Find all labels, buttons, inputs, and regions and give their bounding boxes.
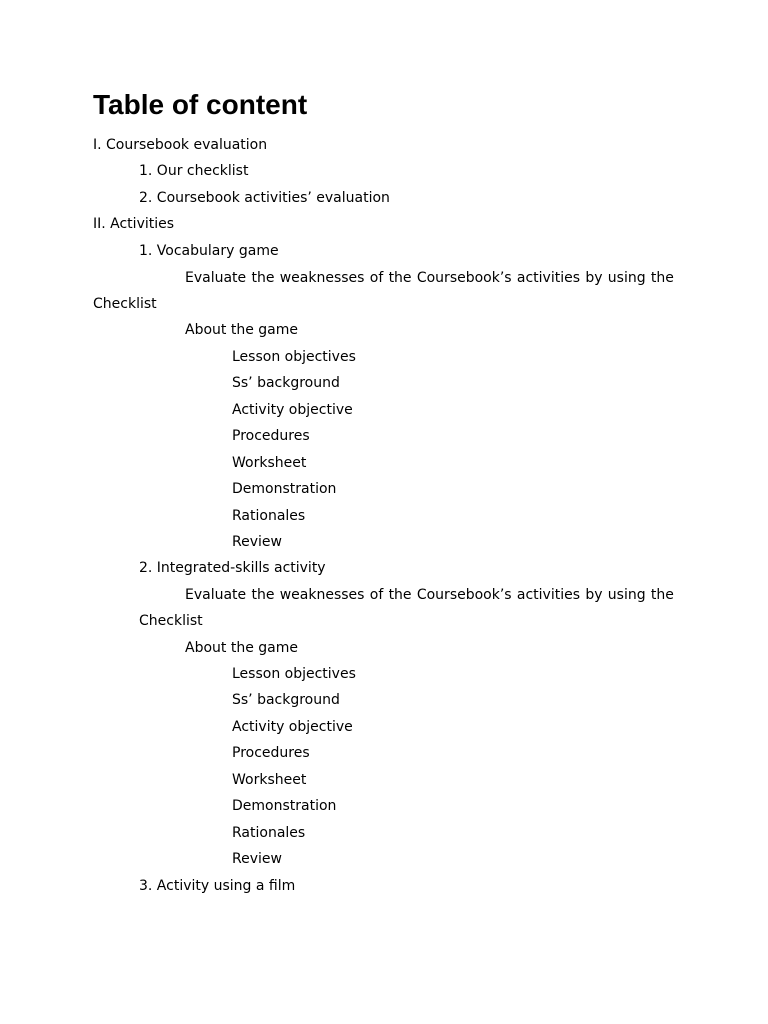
toc-subitem: Review [232, 851, 282, 867]
toc-section-coursebook-evaluation: I. Coursebook evaluation [93, 137, 268, 153]
toc-subitem: Ss’ background [232, 375, 340, 391]
toc-item-vocabulary-game: 1. Vocabulary game [139, 243, 279, 259]
toc-subitem: Procedures [232, 428, 310, 444]
toc-evaluate-line-2 [185, 586, 674, 604]
word: of [369, 587, 384, 603]
word: the [650, 270, 674, 286]
word: the [251, 270, 275, 286]
word: the [251, 587, 275, 603]
word: the [388, 270, 412, 286]
toc-section-activities: II. Activities [93, 216, 175, 232]
word: by [585, 270, 603, 286]
toc-subitem: Lesson objectives [232, 349, 356, 365]
page-title: Table of content [93, 89, 308, 120]
word: activities [516, 270, 581, 286]
word: activities [516, 587, 581, 603]
word: using [607, 587, 646, 603]
toc-evaluate-continuation-1: Checklist [93, 296, 157, 312]
word: weaknesses [279, 270, 365, 286]
toc-subitem: Demonstration [232, 481, 337, 497]
toc-item-activity-film: 3. Activity using a film [139, 878, 296, 894]
word: the [650, 587, 674, 603]
toc-subitem: Rationales [232, 825, 306, 841]
toc-evaluate-line-1 [185, 269, 674, 287]
toc-subitem: Worksheet [232, 455, 307, 471]
toc-subitem: Ss’ background [232, 692, 340, 708]
word: Coursebook’s [416, 270, 512, 286]
toc-item-about-game-1: About the game [185, 322, 298, 338]
toc-subitem: Rationales [232, 508, 306, 524]
toc-item-integrated-skills: 2. Integrated-skills activity [139, 560, 326, 576]
word: using [607, 270, 646, 286]
toc-subitem: Review [232, 534, 282, 550]
word: weaknesses [279, 587, 365, 603]
word: Coursebook’s [416, 587, 512, 603]
toc-item-activities-evaluation: 2. Coursebook activities’ evaluation [139, 190, 390, 206]
toc-evaluate-continuation-2: Checklist [139, 613, 203, 629]
toc-subitem: Lesson objectives [232, 666, 356, 682]
word: Evaluate [185, 270, 247, 286]
toc-subitem: Procedures [232, 745, 310, 761]
word: by [585, 587, 603, 603]
toc-subitem: Demonstration [232, 798, 337, 814]
word: of [369, 270, 384, 286]
word: the [388, 587, 412, 603]
word: Evaluate [185, 587, 247, 603]
toc-subitem: Activity objective [232, 402, 353, 418]
toc-item-our-checklist: 1. Our checklist [139, 163, 249, 179]
toc-subitem: Activity objective [232, 719, 353, 735]
toc-subitem: Worksheet [232, 772, 307, 788]
toc-item-about-game-2: About the game [185, 640, 298, 656]
